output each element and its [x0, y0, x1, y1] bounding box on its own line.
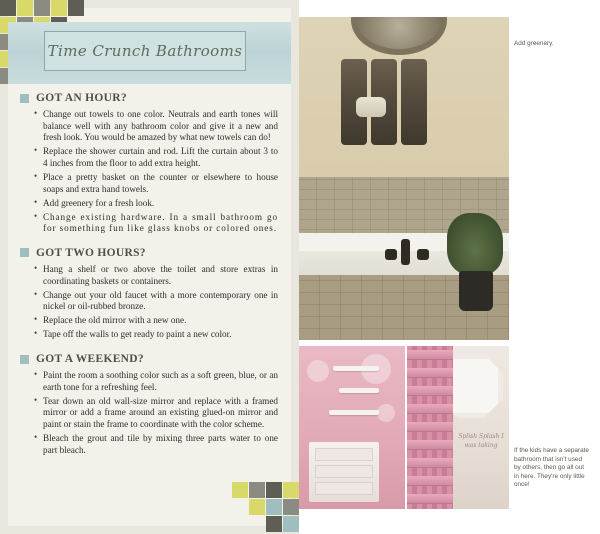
section-title: GOT A WEEKEND?: [36, 353, 144, 365]
section-title: GOT TWO HOURS?: [36, 246, 146, 259]
potted-plant: [447, 213, 503, 313]
square-bullet-icon: [20, 94, 29, 103]
tips-list-1: [34, 109, 278, 235]
wall-shelf: [339, 388, 379, 393]
square-bullet-icon: [20, 248, 29, 257]
page-title-box: [44, 31, 246, 71]
list-item: • Add greenery for a fresh look.: [34, 198, 278, 210]
page-title: Time Crunch Bathrooms: [47, 42, 243, 60]
list-item: • Replace the shower curtain and rod. Lift the curtain about 3 to 4 inches from the floor to add extra height.: [34, 146, 278, 169]
ruffle-curtain-photo: [407, 346, 509, 509]
section-title: GOT AN HOUR?: [36, 92, 127, 104]
list-item: • Paint the room a soothing color such as a soft green, blue, or an earth tone for a refreshing feel.: [34, 370, 278, 393]
square-bullet-icon: [20, 355, 29, 364]
list-item: • Replace the old mirror with a new one.: [34, 315, 278, 327]
tips-content: [20, 92, 278, 459]
list-item: • Change existing hardware. In a small bathroom go for something fun like glass knobs or colored ones.: [34, 212, 278, 235]
caption-add-greenery: Add greenery.: [514, 40, 554, 47]
list-item: • Place a pretty basket on the counter or elsewhere to house soaps and extra hand towels.: [34, 172, 278, 195]
rolled-towel: [356, 97, 386, 117]
list-item: • Tear down an old wall-size mirror and replace with a framed mirror or add a frame around an existing glued-on mirror and paint or stain the frame to coordinate with the color scheme.: [34, 396, 278, 431]
list-item: • Change out towels to one color. Neutrals and earth tones will balance well with any bathroom color and give it a new and fresh look. You would be amazed by what new towels can do!: [34, 109, 278, 144]
bathroom-tub-photo: [299, 17, 509, 340]
tips-list-2: [34, 264, 278, 341]
list-item: • Bleach the grout and tile by mixing three parts water to one part bleach.: [34, 433, 278, 456]
section-heading-2: [20, 247, 278, 259]
section-heading-3: [20, 353, 278, 365]
caption-kids-bathroom: If the kids have a separate bathroom that isn't used by others, then go all out in here. They're only little once!: [514, 447, 589, 489]
tips-list-3: [34, 370, 278, 456]
wall-shelf: [333, 366, 379, 371]
wall-shelf: [329, 410, 379, 415]
list-item: • Tape off the walls to get ready to paint a new color.: [34, 329, 278, 341]
hanging-towels: [341, 59, 433, 151]
wall-wordart: Splish Splash I was taking: [458, 433, 504, 449]
left-panel: [0, 0, 299, 534]
section-heading-1: [20, 92, 278, 104]
pink-ruffle-curtain: [407, 346, 453, 509]
white-dresser: [309, 442, 379, 502]
pink-bathroom-photo: [299, 346, 405, 509]
list-item: • Hang a shelf or two above the toilet and store extras in coordinating baskets or containers.: [34, 264, 278, 287]
tub-faucet: [385, 239, 431, 271]
list-item: • Change out your old faucet with a more contemporary one in nickel or oil-rubbed bronze.: [34, 290, 278, 313]
